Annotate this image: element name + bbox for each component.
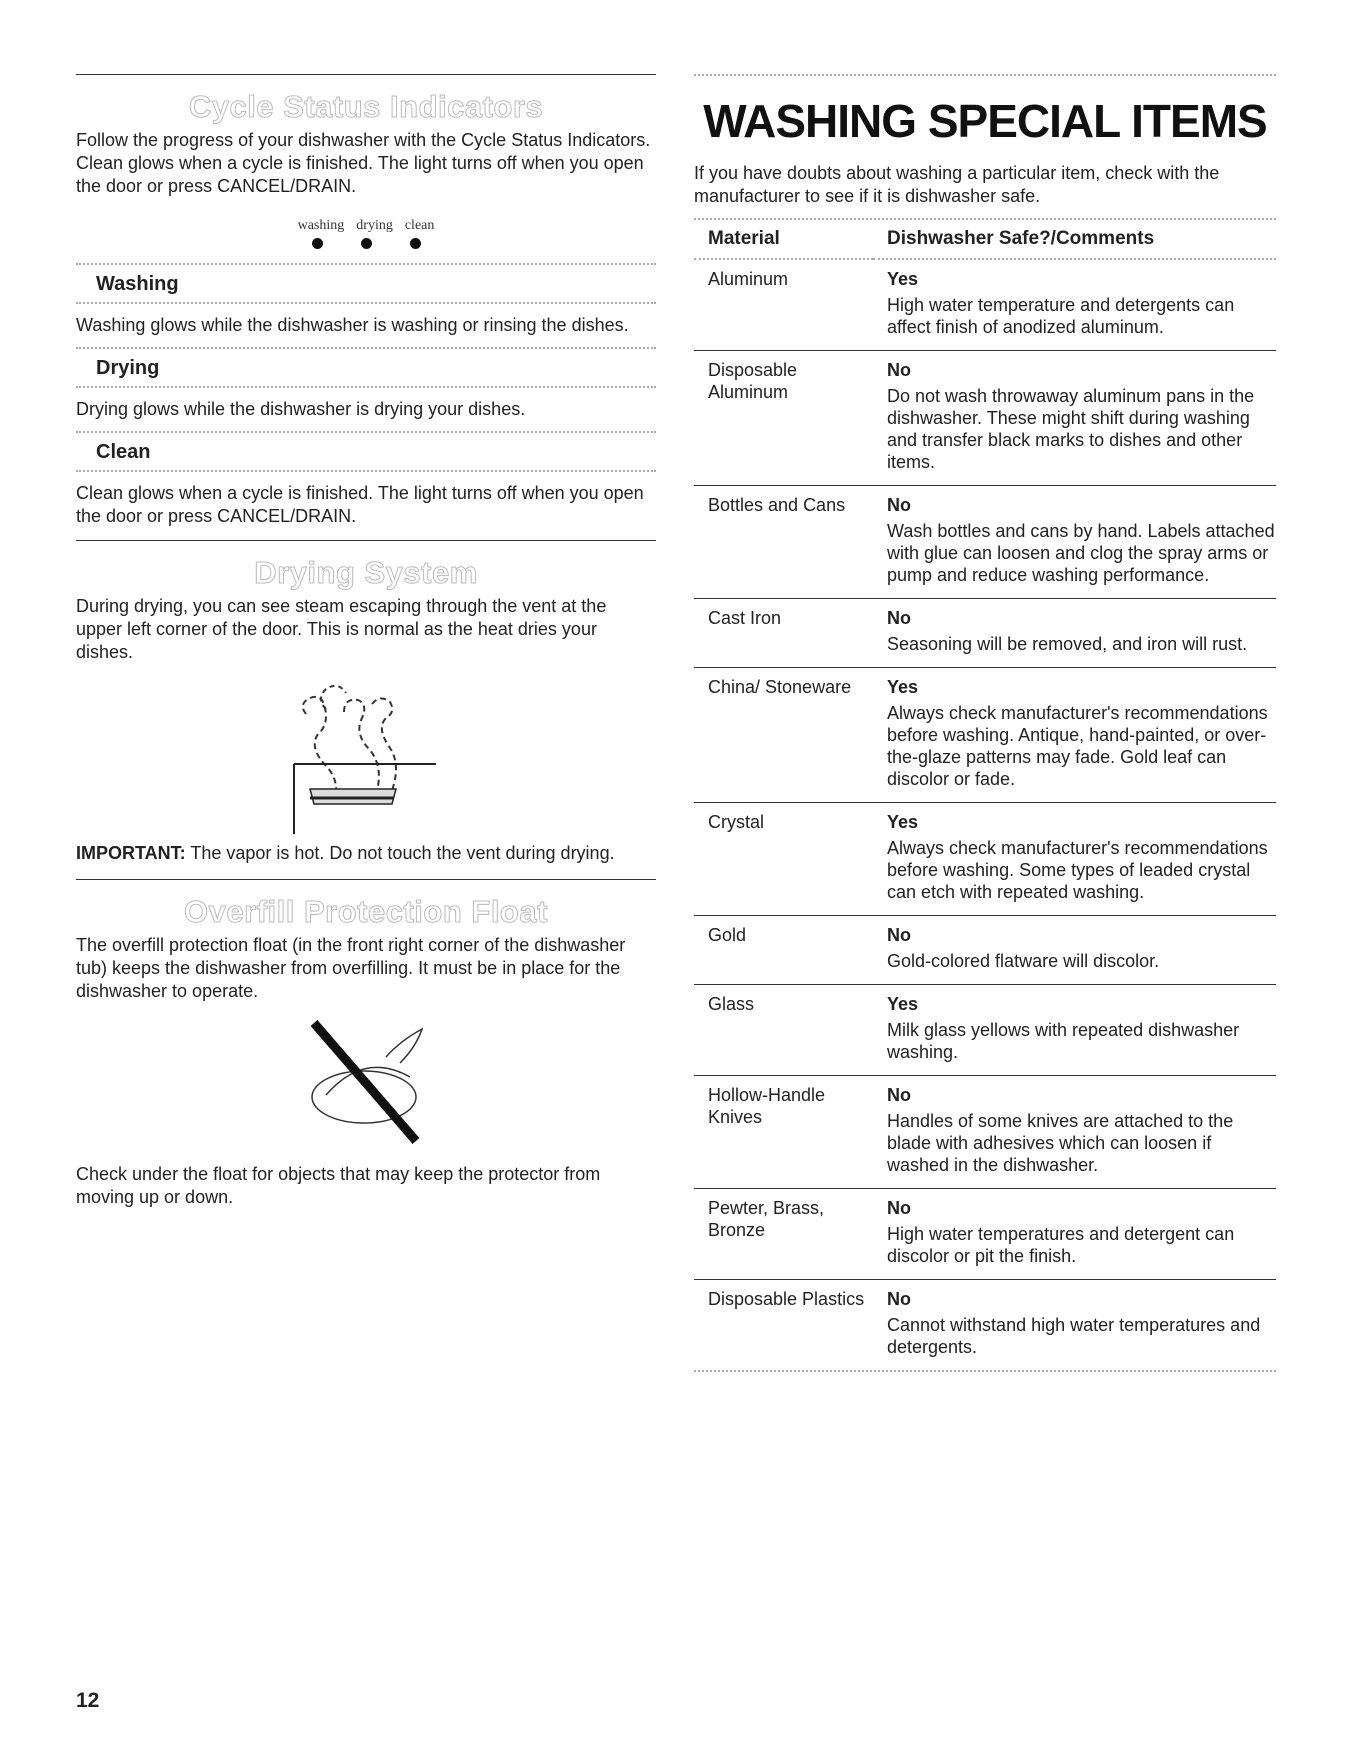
comment-cell [873, 1189, 1276, 1280]
drying-system-text: During drying, you can see steam escaping through the vent at the upper left corner of the door. This is normal as the heat dries your dishes. [76, 596, 607, 662]
comment-text: Cannot withstand high water temperatures and detergents. [887, 1315, 1261, 1357]
table-row [694, 599, 1276, 668]
comment-cell [873, 599, 1276, 668]
cycle-status-title: Cycle Status Indicators [188, 89, 544, 124]
section-rule [76, 879, 656, 880]
comment-cell [873, 351, 1276, 486]
table-row [694, 985, 1276, 1076]
comment-cell [873, 985, 1276, 1076]
overfill-float-illustration [266, 1017, 466, 1147]
indicator-label-drying: drying [356, 218, 393, 233]
table-row [694, 803, 1276, 916]
drying-text: Drying glows while the dishwasher is drying your dishes. [76, 399, 526, 419]
indicator-light-clean [410, 238, 421, 249]
safe-value: No [887, 608, 911, 628]
clean-text: Clean glows when a cycle is finished. The light turns off when you open the door or press CANCEL/DRAIN. [76, 483, 644, 526]
right-column [694, 74, 1276, 1372]
comment-cell [873, 803, 1276, 916]
washing-heading: Washing [96, 273, 179, 295]
cycle-status-intro: Follow the progress of your dishwasher with the Cycle Status Indicators. Clean glows when a cycle is finished. The light turns off when you open the door or press CANCEL/DRAIN. [76, 130, 651, 196]
column-header-material: Material [708, 228, 780, 249]
comment-text: High water temperatures and detergent can discolor or pit the finish. [887, 1224, 1235, 1266]
column-header-comments: Dishwasher Safe?/Comments [887, 228, 1155, 249]
safe-value: No [887, 360, 911, 380]
overfill-check-text: Check under the float for objects that may keep the protector from moving up or down. [76, 1164, 601, 1207]
comment-text: High water temperature and detergents can affect finish of anodized aluminum. [887, 295, 1235, 337]
comment-cell [873, 668, 1276, 803]
overfill-title: Overfill Protection Float [184, 894, 548, 929]
washing-block [76, 263, 656, 337]
table-row [694, 1280, 1276, 1371]
material-cell: Hollow-Handle Knives [694, 1076, 873, 1189]
comment-text: Handles of some knives are attached to the blade with adhesives which can loosen if washed in the dishwasher. [887, 1111, 1234, 1175]
comment-cell [873, 916, 1276, 985]
comment-cell [873, 1076, 1276, 1189]
table-row [694, 351, 1276, 486]
drying-heading: Drying [96, 357, 160, 379]
table-row [694, 486, 1276, 599]
safe-value: No [887, 495, 911, 515]
indicator-light-washing [312, 238, 323, 249]
cycle-indicators [76, 218, 656, 249]
drying-system-title: Drying System [254, 555, 478, 590]
comment-text: Gold-colored flatware will discolor. [887, 951, 1160, 971]
overfill-text: The overfill protection float (in the front right corner of the dishwasher tub) keeps the dishwasher from overfilling. It must be in place for the dishwasher to operate. [76, 935, 626, 1001]
comment-cell [873, 486, 1276, 599]
comment-text: Wash bottles and cans by hand. Labels attached with glue can loosen and clog the spray arms or pump and reduce washing performance. [887, 521, 1275, 585]
material-cell: Crystal [694, 803, 873, 916]
washing-text: Washing glows while the dishwasher is washing or rinsing the dishes. [76, 315, 629, 335]
section-rule [76, 74, 656, 75]
left-column [76, 74, 656, 1209]
comment-text: Seasoning will be removed, and iron will rust. [887, 634, 1248, 654]
special-items-intro: If you have doubts about washing a particular item, check with the manufacturer to see if it is dishwasher safe. [694, 163, 1220, 206]
material-cell: Disposable Aluminum [694, 351, 873, 486]
indicator-label-clean: clean [404, 218, 435, 233]
special-items-table [694, 220, 1276, 1370]
special-items-title: WASHING SPECIAL ITEMS [703, 95, 1267, 147]
comment-cell [873, 1280, 1276, 1371]
comment-text: Always check manufacturer's recommendations before washing. Some types of leaded crystal can etch with repeated washing. [887, 838, 1268, 902]
safe-value: Yes [887, 269, 919, 289]
comment-text: Always check manufacturer's recommendations before washing. Antique, hand-painted, or over-the-glaze patterns may fade. Gold leaf can discolor or fade. [887, 703, 1268, 789]
table-row [694, 668, 1276, 803]
comment-text: Do not wash throwaway aluminum pans in the dishwasher. These might shift during washing and transfer black marks to dishes and other items. [887, 386, 1255, 472]
table-header-row [694, 220, 1276, 259]
safe-value: No [887, 1198, 911, 1218]
material-cell: Disposable Plastics [708, 1289, 865, 1309]
indicator-label-washing: washing [297, 218, 345, 233]
material-cell: Pewter, Brass, Bronze [694, 1189, 873, 1280]
safe-value: No [887, 1085, 911, 1105]
drying-block [76, 347, 656, 421]
safe-value: Yes [887, 812, 919, 832]
material-cell: China/ Stoneware [694, 668, 873, 803]
comment-text: Milk glass yellows with repeated dishwasher washing. [887, 1020, 1240, 1062]
indicator-light-drying [361, 238, 372, 249]
material-cell: Aluminum [694, 259, 873, 351]
table-row [694, 1189, 1276, 1280]
table-row [694, 1076, 1276, 1189]
material-cell: Gold [694, 916, 873, 985]
comment-cell [873, 259, 1276, 351]
important-label: IMPORTANT: [76, 843, 186, 863]
safe-value: No [887, 1289, 911, 1309]
steam-vent-illustration [266, 664, 466, 834]
clean-heading: Clean [96, 441, 151, 463]
section-rule [76, 540, 656, 541]
material-cell: Glass [694, 985, 873, 1076]
safe-value: No [887, 925, 911, 945]
page-number: 12 [76, 1689, 100, 1712]
table-body [694, 259, 1276, 1370]
safe-value: Yes [887, 677, 919, 697]
important-note [76, 842, 656, 865]
table-row [694, 916, 1276, 985]
safe-value: Yes [887, 994, 919, 1014]
important-text: The vapor is hot. Do not touch the vent during drying. [185, 843, 615, 863]
material-cell: Bottles and Cans [694, 486, 873, 599]
table-row [694, 259, 1276, 351]
clean-block [76, 431, 656, 528]
material-cell: Cast Iron [694, 599, 873, 668]
